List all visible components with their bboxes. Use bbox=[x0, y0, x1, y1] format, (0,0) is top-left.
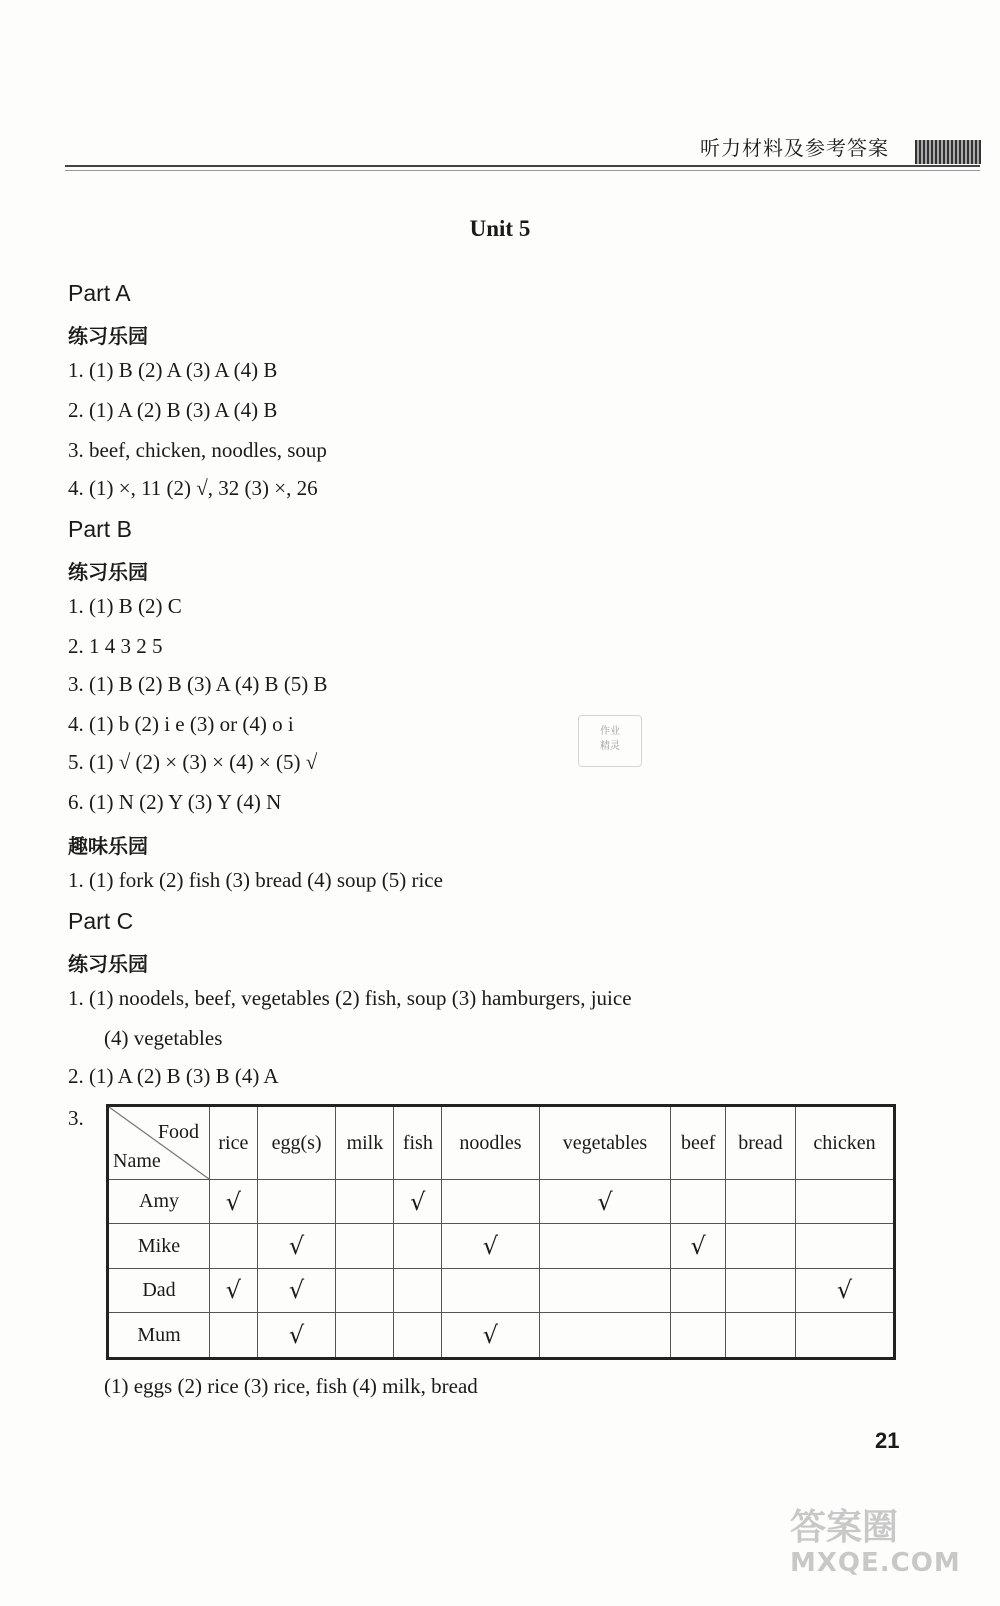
part-c-heading: Part C bbox=[68, 908, 134, 934]
table-row bbox=[108, 1268, 895, 1312]
table-cell bbox=[336, 1313, 394, 1359]
part-b-fun-subheading: 趣味乐园 bbox=[68, 834, 148, 858]
table-cell: √ bbox=[671, 1224, 726, 1268]
answer-line-b3: 3. (1) B (2) B (3) A (4) B (5) B bbox=[68, 672, 328, 696]
column-header: vegetables bbox=[539, 1106, 671, 1180]
table-row bbox=[108, 1313, 895, 1359]
table-cell bbox=[795, 1224, 894, 1268]
row-name: Dad bbox=[108, 1268, 210, 1312]
table-cell bbox=[257, 1180, 336, 1224]
table-cell bbox=[539, 1313, 671, 1359]
answer-line-b5: 5. (1) √ (2) × (3) × (4) × (5) √ bbox=[68, 750, 318, 774]
stamp-line-1: 作业 bbox=[600, 726, 620, 737]
table-cell bbox=[394, 1313, 442, 1359]
answer-line-b2: 2. 1 4 3 2 5 bbox=[68, 634, 163, 658]
part-c-subheading: 练习乐园 bbox=[68, 952, 148, 976]
table-cell: √ bbox=[210, 1180, 258, 1224]
column-header: egg(s) bbox=[257, 1106, 336, 1180]
table-cell bbox=[795, 1313, 894, 1359]
table-cell bbox=[725, 1313, 795, 1359]
answer-line-c1-cont: (4) vegetables bbox=[104, 1026, 223, 1050]
table-cell bbox=[795, 1180, 894, 1224]
column-header: bread bbox=[725, 1106, 795, 1180]
column-header: beef bbox=[671, 1106, 726, 1180]
part-a-heading: Part A bbox=[68, 280, 131, 306]
answer-line-c2: 2. (1) A (2) B (3) B (4) A bbox=[68, 1064, 279, 1088]
answer-line-c3-number: 3. bbox=[68, 1106, 84, 1130]
table-cell: √ bbox=[795, 1268, 894, 1312]
table-cell bbox=[725, 1268, 795, 1312]
table-header-row bbox=[108, 1106, 895, 1180]
answer-line-b7: 1. (1) fork (2) fish (3) bread (4) soup (5) rice bbox=[68, 868, 443, 892]
answer-line-a3: 3. beef, chicken, noodles, soup bbox=[68, 438, 327, 462]
food-table bbox=[106, 1104, 896, 1360]
table-cell bbox=[394, 1224, 442, 1268]
watermark-url: MXQE.COM bbox=[790, 1548, 961, 1578]
table-cell bbox=[671, 1268, 726, 1312]
table-cell bbox=[336, 1268, 394, 1312]
header-decoration bbox=[915, 140, 981, 164]
part-b-heading: Part B bbox=[68, 516, 132, 542]
table-corner-cell bbox=[108, 1106, 210, 1180]
row-name: Amy bbox=[108, 1180, 210, 1224]
table-cell: √ bbox=[257, 1313, 336, 1359]
column-header: noodles bbox=[442, 1106, 539, 1180]
table-cell: √ bbox=[442, 1313, 539, 1359]
row-name: Mum bbox=[108, 1313, 210, 1359]
part-b-subheading: 练习乐园 bbox=[68, 560, 148, 584]
table-cell bbox=[394, 1268, 442, 1312]
header-rule bbox=[65, 165, 980, 167]
answer-line-c4: (1) eggs (2) rice (3) rice, fish (4) milk, bread bbox=[104, 1374, 478, 1398]
table-cell bbox=[725, 1180, 795, 1224]
answer-line-b4: 4. (1) b (2) i e (3) or (4) o i bbox=[68, 712, 294, 736]
corner-name-label: Name bbox=[113, 1150, 161, 1172]
column-header: rice bbox=[210, 1106, 258, 1180]
table-cell: √ bbox=[394, 1180, 442, 1224]
stamp-line-2: 精灵 bbox=[600, 741, 620, 752]
corner-food-label: Food bbox=[157, 1121, 199, 1143]
answer-line-a1: 1. (1) B (2) A (3) A (4) B bbox=[68, 358, 278, 382]
table-cell: √ bbox=[257, 1268, 336, 1312]
answer-line-c1: 1. (1) noodels, beef, vegetables (2) fish, soup (3) hamburgers, juice bbox=[68, 986, 632, 1010]
table-cell bbox=[336, 1180, 394, 1224]
page-number: 21 bbox=[875, 1428, 900, 1453]
watermark-logo bbox=[790, 1507, 961, 1578]
table-cell: √ bbox=[539, 1180, 671, 1224]
table-row bbox=[108, 1224, 895, 1268]
column-header: fish bbox=[394, 1106, 442, 1180]
column-header: milk bbox=[336, 1106, 394, 1180]
row-name: Mike bbox=[108, 1224, 210, 1268]
table-cell bbox=[671, 1313, 726, 1359]
table-cell: √ bbox=[210, 1268, 258, 1312]
table-row bbox=[108, 1180, 895, 1224]
table-cell: √ bbox=[257, 1224, 336, 1268]
watermark-text: 答案圈 bbox=[790, 1507, 899, 1548]
answer-line-b6: 6. (1) N (2) Y (3) Y (4) N bbox=[68, 790, 282, 814]
header-title: 听力材料及参考答案 bbox=[700, 136, 889, 160]
stamp-logo bbox=[578, 715, 642, 767]
table-cell bbox=[671, 1180, 726, 1224]
table-cell: √ bbox=[442, 1224, 539, 1268]
header-rule-thin bbox=[65, 170, 980, 171]
answer-line-a4: 4. (1) ×, 11 (2) √, 32 (3) ×, 26 bbox=[68, 476, 318, 500]
table-cell bbox=[210, 1313, 258, 1359]
answer-line-b1: 1. (1) B (2) C bbox=[68, 594, 182, 618]
table-cell bbox=[539, 1268, 671, 1312]
table-cell bbox=[336, 1224, 394, 1268]
column-header: chicken bbox=[795, 1106, 894, 1180]
table-cell bbox=[442, 1180, 539, 1224]
table-cell bbox=[210, 1224, 258, 1268]
unit-title: Unit 5 bbox=[469, 216, 531, 241]
table-cell bbox=[539, 1224, 671, 1268]
answer-line-a2: 2. (1) A (2) B (3) A (4) B bbox=[68, 398, 278, 422]
table-cell bbox=[725, 1224, 795, 1268]
part-a-subheading: 练习乐园 bbox=[68, 324, 148, 348]
table-cell bbox=[442, 1268, 539, 1312]
